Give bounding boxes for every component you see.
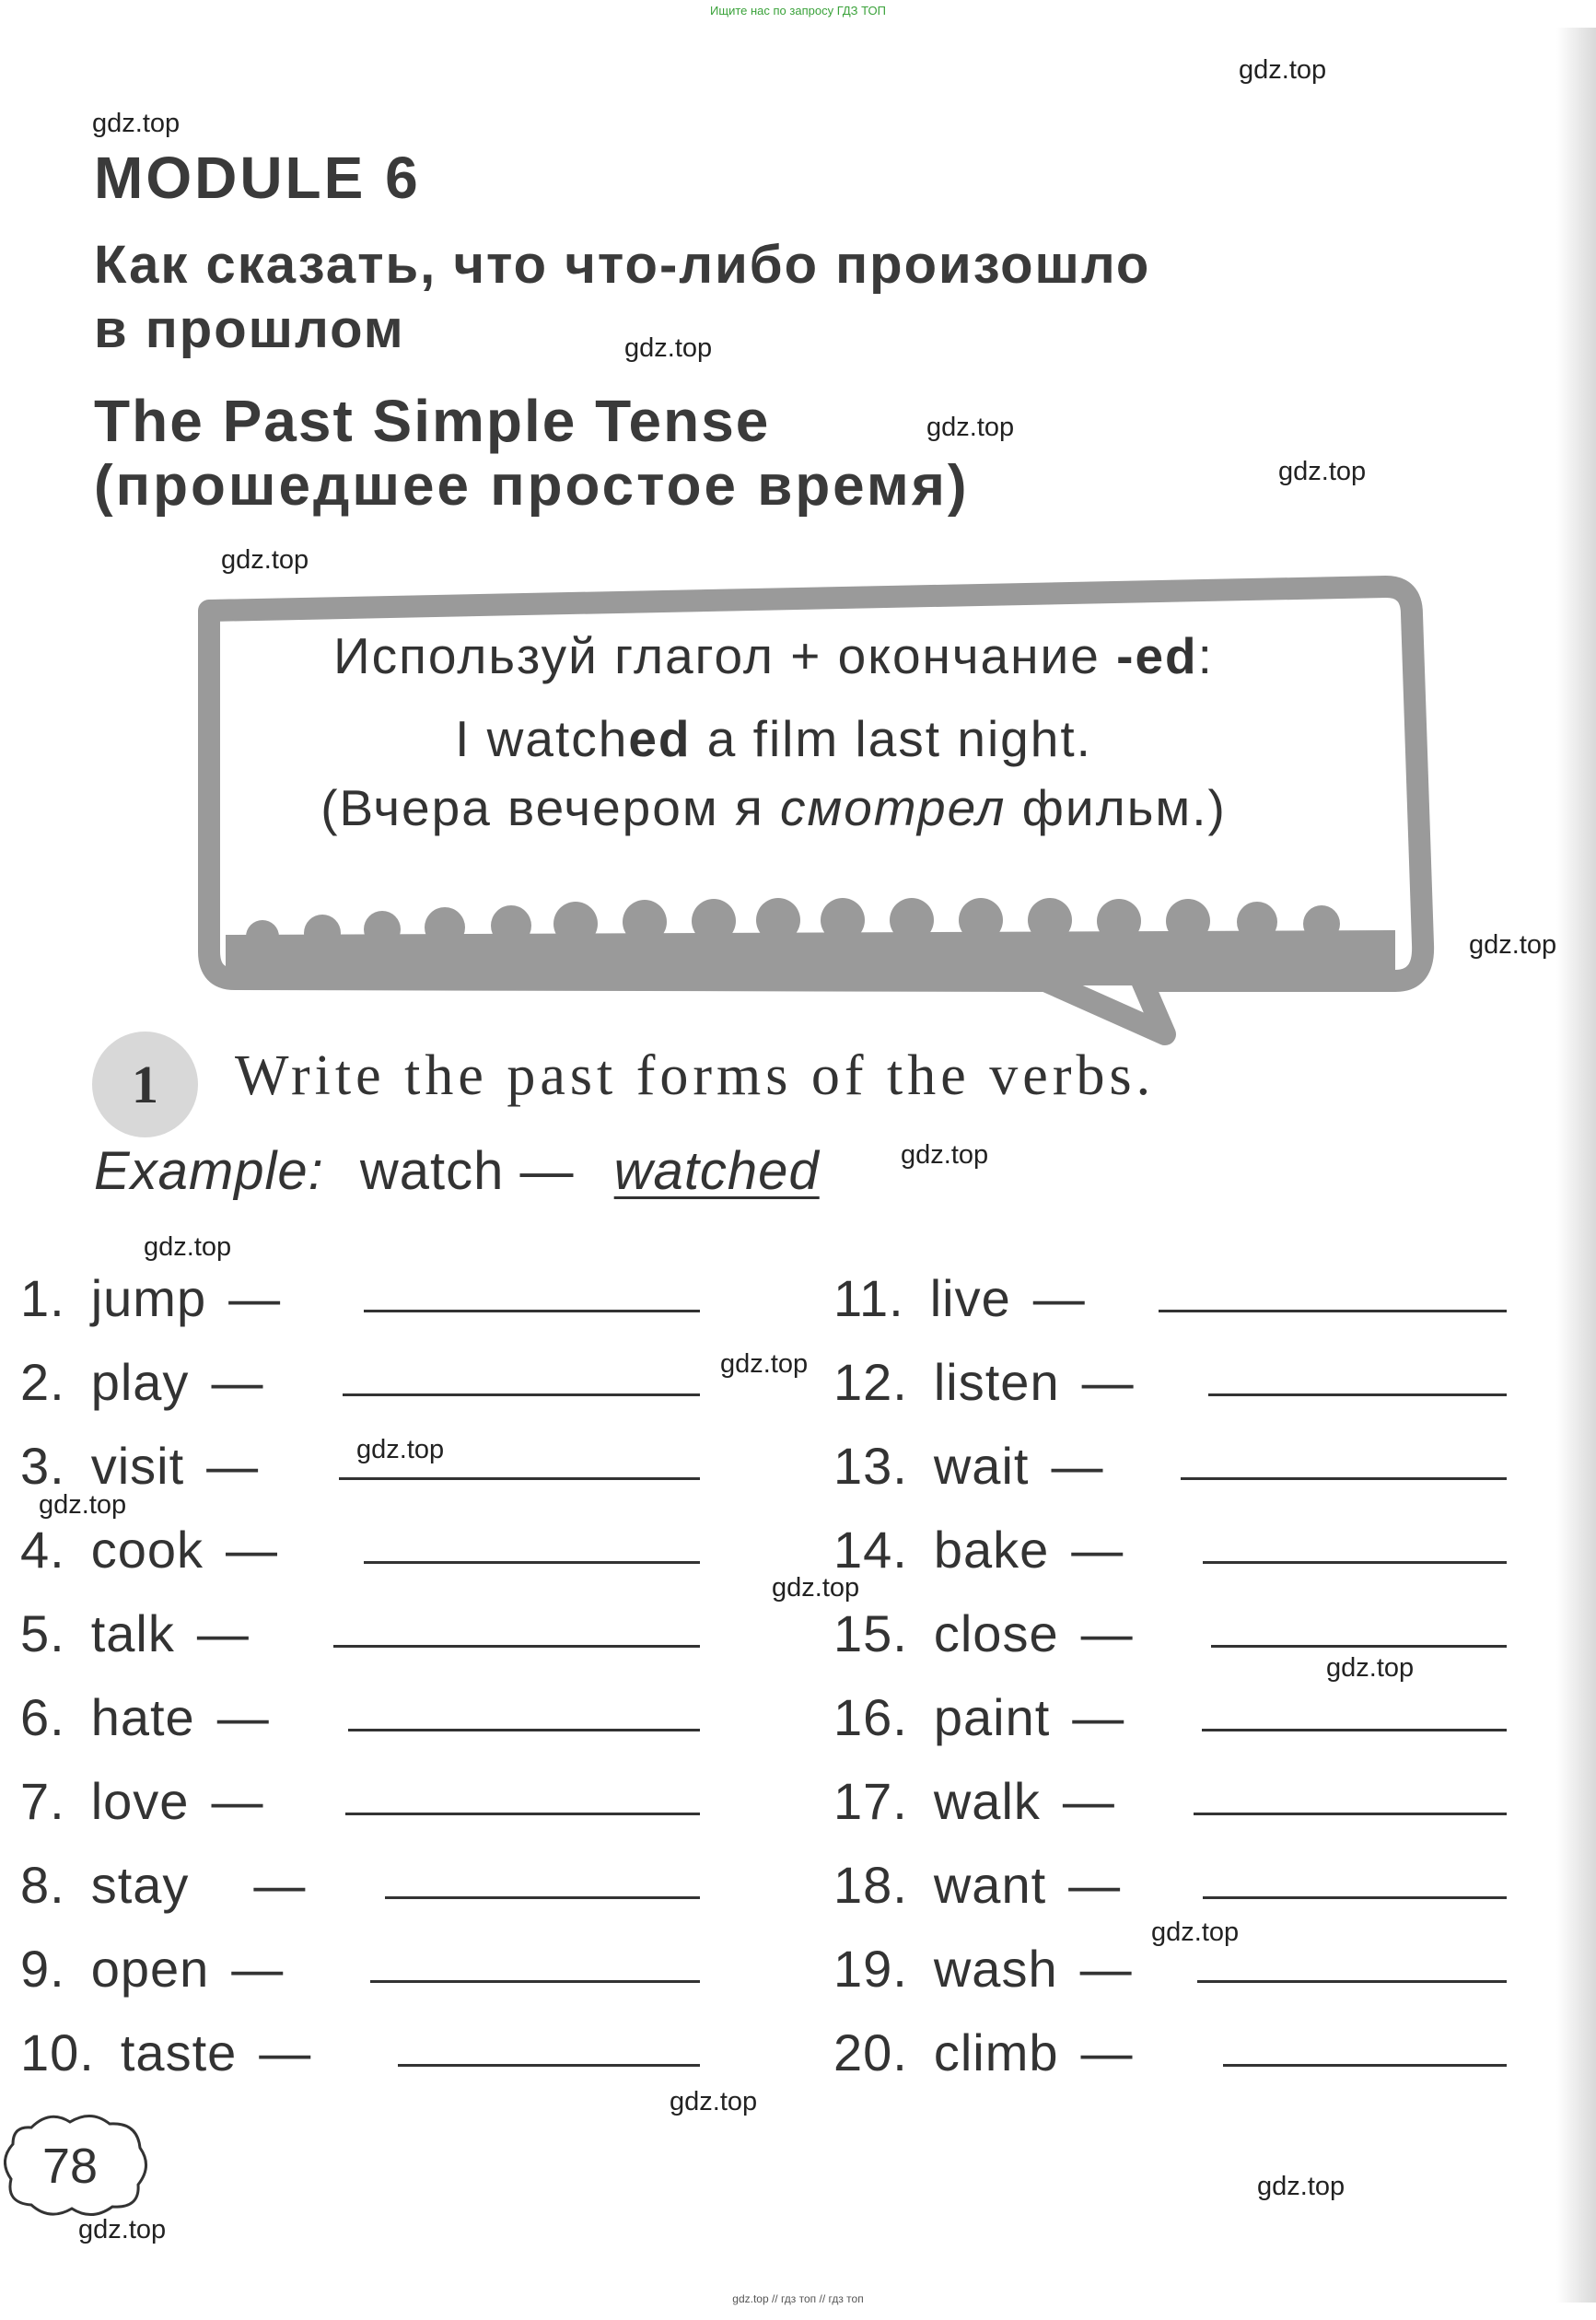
answer-blank[interactable] bbox=[1223, 2064, 1507, 2067]
answer-blank[interactable] bbox=[345, 1813, 700, 1815]
answer-blank[interactable] bbox=[339, 1477, 700, 1480]
example-answer: watched bbox=[613, 1141, 820, 1201]
example-line bbox=[94, 1140, 820, 1202]
verb-item: 3. visit — bbox=[20, 1437, 260, 1495]
page-number: 78 bbox=[41, 2139, 99, 2194]
watermark: gdz.top bbox=[772, 1573, 860, 1603]
answer-blank[interactable] bbox=[1208, 1393, 1507, 1396]
example-verb: watch — bbox=[359, 1141, 575, 1201]
verb-item: 9. open — bbox=[20, 1940, 285, 1998]
watermark: gdz.top bbox=[670, 2087, 758, 2116]
rule-line-3: (Вчера вечером я смотрел фильм.) bbox=[320, 779, 1227, 836]
verb-item: 18. want — bbox=[833, 1856, 1122, 1914]
answer-blank[interactable] bbox=[333, 1645, 700, 1648]
verb-item: 7. love — bbox=[20, 1772, 264, 1830]
verb-item: 20. climb — bbox=[833, 2023, 1134, 2081]
answer-blank[interactable] bbox=[1197, 1980, 1507, 1983]
grammar-title-en: The Past Simple Tense bbox=[94, 388, 771, 454]
verb-item: 4. cook — bbox=[20, 1521, 278, 1579]
section-title-ru-line2: в прошлом bbox=[94, 299, 405, 359]
answer-blank[interactable] bbox=[348, 1729, 700, 1731]
answer-blank[interactable] bbox=[1159, 1310, 1507, 1312]
rule-line-2: I watched a film last night. bbox=[455, 710, 1092, 767]
grammar-title-ru: (прошедшее простое время) bbox=[94, 454, 970, 518]
watermark: gdz.top bbox=[1257, 2172, 1346, 2201]
module-title: MODULE 6 bbox=[94, 145, 421, 211]
top-banner: Ищите нас по запросу ГДЗ ТОП bbox=[710, 4, 886, 17]
example-label: Example: bbox=[94, 1141, 324, 1201]
answer-blank[interactable] bbox=[1181, 1477, 1507, 1480]
answer-blank[interactable] bbox=[364, 1561, 700, 1564]
watermark: gdz.top bbox=[624, 333, 713, 363]
watermark: gdz.top bbox=[901, 1140, 989, 1170]
answer-blank[interactable] bbox=[1203, 1561, 1507, 1564]
verb-item: 11. live — bbox=[833, 1269, 1086, 1327]
verb-item: 12. listen — bbox=[833, 1353, 1135, 1411]
watermark: gdz.top bbox=[1469, 930, 1557, 960]
answer-blank[interactable] bbox=[364, 1310, 700, 1312]
verb-item: 16. paint — bbox=[833, 1688, 1125, 1746]
rule-line-1: Используй глагол + окончание -ed: bbox=[333, 627, 1214, 684]
verb-item: 6. hate — bbox=[20, 1688, 270, 1746]
answer-blank[interactable] bbox=[1202, 1729, 1507, 1731]
answer-blank[interactable] bbox=[385, 1896, 700, 1899]
answer-blank[interactable] bbox=[370, 1980, 700, 1983]
watermark: gdz.top bbox=[720, 1349, 809, 1379]
exercise-instruction: Write the past forms of the verbs. bbox=[235, 1044, 1156, 1107]
verb-item: 19. wash — bbox=[833, 1940, 1133, 1998]
watermark: gdz.top bbox=[1278, 457, 1367, 486]
page-edge-shadow bbox=[1556, 28, 1596, 2303]
verb-item: 1. jump — bbox=[20, 1269, 282, 1327]
verb-item: 17. walk — bbox=[833, 1772, 1115, 1830]
verb-item: 2. play — bbox=[20, 1353, 264, 1411]
watermark: gdz.top bbox=[1239, 55, 1327, 85]
suffix-ed: -ed bbox=[1116, 627, 1198, 684]
page-number-badge bbox=[4, 2109, 151, 2220]
section-title-ru-line1: Как сказать, что что-либо произошло bbox=[94, 235, 1151, 295]
answer-blank[interactable] bbox=[1194, 1813, 1507, 1815]
watermark: gdz.top bbox=[78, 2215, 167, 2244]
exercise-number-badge: 1 bbox=[92, 1032, 198, 1137]
watermark: gdz.top bbox=[1151, 1918, 1240, 1947]
bottom-banner: gdz.top // гдз топ // гдз топ bbox=[732, 2292, 864, 2305]
watermark: gdz.top bbox=[356, 1435, 445, 1464]
watermark: gdz.top bbox=[92, 109, 181, 138]
watermark: gdz.top bbox=[926, 413, 1015, 442]
watermark: gdz.top bbox=[144, 1232, 232, 1262]
verb-item: 10. taste — bbox=[20, 2023, 312, 2081]
answer-blank[interactable] bbox=[1203, 1896, 1507, 1899]
verb-item: 15. close — bbox=[833, 1604, 1134, 1662]
verb-item: 8. stay — bbox=[20, 1856, 307, 1914]
watermark: gdz.top bbox=[221, 545, 309, 575]
watermark: gdz.top bbox=[1326, 1653, 1415, 1683]
watermark: gdz.top bbox=[39, 1490, 127, 1520]
answer-blank[interactable] bbox=[1211, 1645, 1507, 1648]
verb-item: 5. talk — bbox=[20, 1604, 250, 1662]
answer-blank[interactable] bbox=[398, 2064, 700, 2067]
verb-item: 14. bake — bbox=[833, 1521, 1124, 1579]
verb-item: 13. wait — bbox=[833, 1437, 1104, 1495]
answer-blank[interactable] bbox=[343, 1393, 700, 1396]
